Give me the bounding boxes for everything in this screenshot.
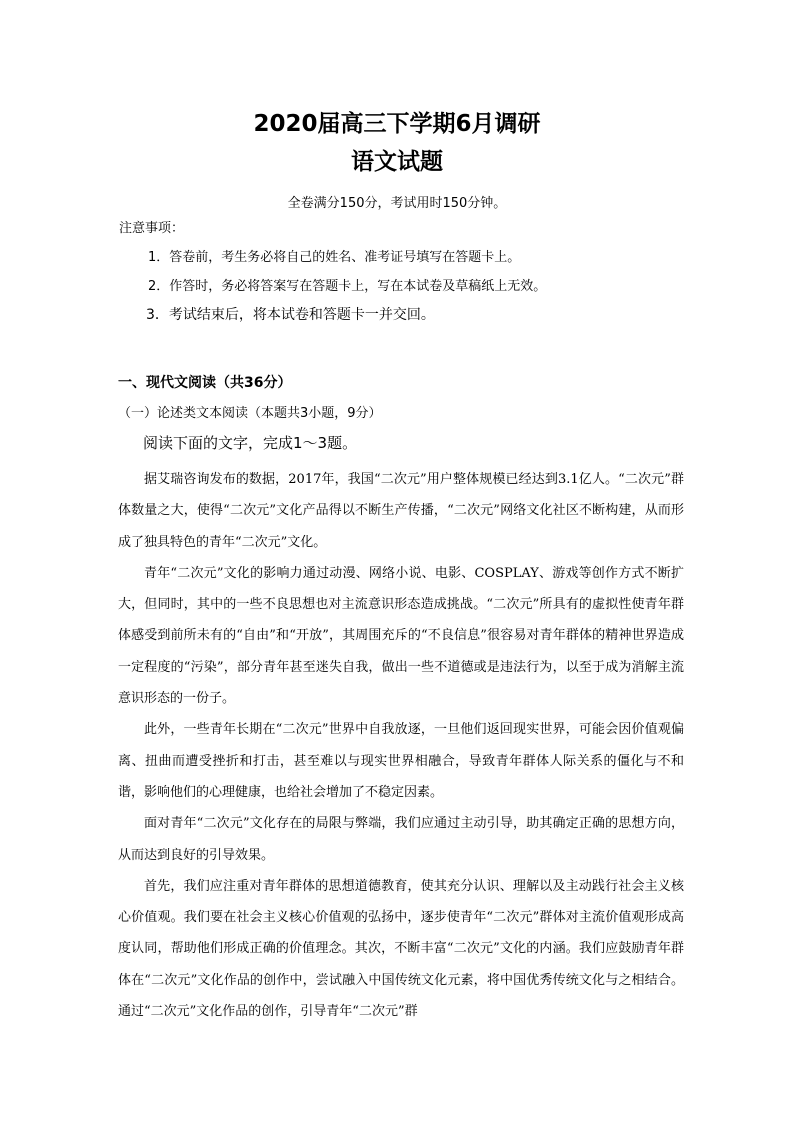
notice-item: 3．考试结束后，将本试卷和答题卡一并交回。 xyxy=(146,307,435,323)
section-heading: 一、现代文阅读（共36分） xyxy=(118,375,292,391)
passage xyxy=(118,464,684,1027)
exam-subject-title: 语文试题 xyxy=(351,149,443,175)
passage-paragraph: 据艾瑞咨询发布的数据，2017年，我国“二次元”用户整体规模已经达到3.1亿人。“二次元”群体数量之大，使得“二次元”文化产品得以不断生产传播，“二次元”网络文化社区不断构建，从而形成了独具特色的青年“二次元”文化。 xyxy=(118,472,684,550)
exam-info: 全卷满分150分，考试用时150分钟。 xyxy=(287,196,507,211)
notice-heading: 注意事项： xyxy=(119,221,185,236)
subsection-heading: （一）论述类文本阅读（本题共3小题，9分） xyxy=(118,406,382,421)
reading-instruction: 阅读下面的文字，完成1～3题。 xyxy=(143,434,358,452)
notice-item: 1．答卷前，考生务必将自己的姓名、准考证号填写在答题卡上。 xyxy=(148,250,521,265)
passage-paragraph: 面对青年“二次元”文化存在的局限与弊端，我们应通过主动引导，助其确定正确的思想方向，从而达到良好的引导效果。 xyxy=(118,816,684,863)
passage-paragraph: 此外，一些青年长期在“二次元”世界中自我放逐，一旦他们返回现实世界，可能会因价值观偏离、扭曲而遭受挫折和打击，甚至难以与现实世界相融合，导致青年群体人际关系的僵化与不和谐，影响他们的心理健康，也给社会增加了不稳定因素。 xyxy=(118,722,684,800)
passage-paragraph: 青年“二次元”文化的影响力通过动漫、网络小说、电影、COSPLAY、游戏等创作方式不断扩大，但同时，其中的一些不良思想也对主流意识形态造成挑战。“二次元”所具有的虚拟性使青年群体感受到前所未有的“自由”和“开放”，其周围充斥的“不良信息”很容易对青年群体的精神世界造成一定程度的“污染”，部分青年甚至迷失自我，做出一些不道德或是违法行为，以至于成为消解主流意识形态的一份子。 xyxy=(118,565,684,707)
exam-title: 2020届高三下学期6月调研 xyxy=(253,111,541,137)
notice-item: 2．作答时，务必将答案写在答题卡上，写在本试卷及草稿纸上无效。 xyxy=(148,279,547,294)
passage-paragraph: 首先，我们应注重对青年群体的思想道德教育，使其充分认识、理解以及主动践行社会主义核心价值观。我们要在社会主义核心价值观的弘扬中，逐步使青年“二次元”群体对主流价值观形成高度认同，帮助他们形成正确的价值理念。其次，不断丰富“二次元”文化的内涵。我们应鼓励青年群体在“二次元”文化作品的创作中，尝试融入中国传统文化元素，将中国优秀传统文化与之相结合。通过“二次元”文化作品的创作，引导青年“二次元”群 xyxy=(118,878,684,1020)
